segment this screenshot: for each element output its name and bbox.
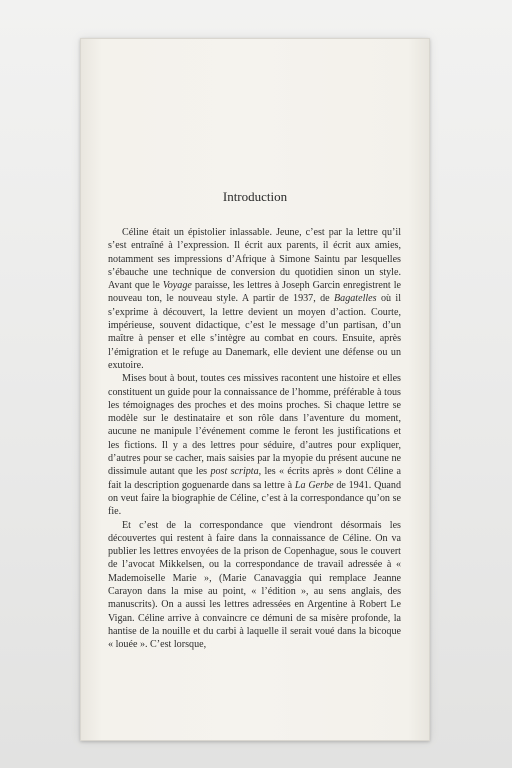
paragraph xyxy=(108,226,401,372)
chapter-title: Introduction xyxy=(222,189,288,204)
paragraph-text: , les « écrits après » dont Céline a fait la description goguenarde dans sa lettre à xyxy=(108,466,402,491)
paragraph-text: où il s’exprime à découvert, la lettre devient un moyen d’action. Courte, impérieuse, souvent didactique, c’est le message d’un partisan, d’un maître à penser et elle s’intègre au combat en cours. Ensuite, après l’émigration et le refuge au Danemark, elle devient une défense ou un exutoire. xyxy=(108,293,401,371)
paragraph-text: de 1941. Quand on veut faire la biographie de Céline, c’est à la correspondance qu’on se fie. xyxy=(108,479,401,518)
italic-title-text: Bagatelles xyxy=(333,293,377,305)
paragraph xyxy=(108,372,401,518)
italic-title-text: Voyage xyxy=(162,280,192,292)
paragraph-text: Céline était un épistolier inlassable. Jeune, c’est par la lettre qu’il s’est entraîné à l’expression. Il écrit aux parents, il écrit aux amies, notamment ses impressions d’Afrique à Simone Saintu par lesquelles s’ébauche une technique de conversion du quotidien sinon un style. Avant que le xyxy=(108,227,401,292)
italic-title-text: La Gerbe xyxy=(294,479,334,491)
paragraph xyxy=(108,519,401,652)
italic-title-text: post scripta xyxy=(210,466,259,478)
paragraph-text: Mises bout à bout, toutes ces missives racontent une histoire et elles constituent un guide pour la connaissance de l’homme, préférable à tous les témoignages des proches et des moins proches. Si chaque lettre se modèle sur le destinataire et son rôle dans l’aventure du moment, aucune ne manipule l’événement comme le feront les justifications et les fictions. Il y a des lettres pour séduire, d’autres pour expliquer, d’autres pour se cacher, mais saisies par la myopie du présent aucune ne dissimule autant que les xyxy=(108,373,401,478)
paragraph-text: paraisse, les lettres à Joseph Garcin enregistrent le nouveau ton, le nouveau style. A partir de 1937, de xyxy=(108,280,401,305)
book-page xyxy=(80,38,430,741)
body-text xyxy=(108,226,401,652)
paragraph-text: Et c’est de la correspondance que viendront désormais les découvertes qui restent à faire dans la connaissance de Céline. On va publier les lettres envoyées de la prison de Copenhague, sous le couvert de l’avocat Mikkelsen, ou la correspondance de travail adressée à « Mademoiselle Marie », (Marie Canavaggia qui remplace Jeanne Carayon dans la mise au point, « l’édition », au sens anglais, des manuscrits). On a aussi les lettres adressées en Argentine à Robert Le Vigan. Céline arrive à convaincre ce démuni de sa misère profonde, la hantise de la nouille et du carbi à laquelle il serait voué dans la bicoque « louée ». C’est lorsque, xyxy=(108,519,401,651)
